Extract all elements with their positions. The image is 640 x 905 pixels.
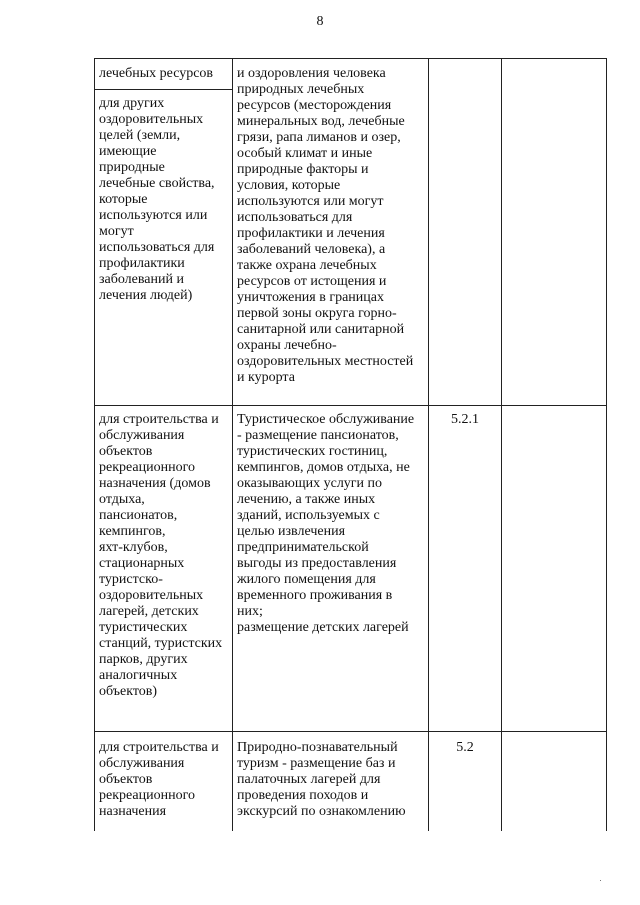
table-rule-col3 — [501, 58, 502, 831]
row2-code: 5.2.1 — [451, 412, 479, 427]
row3-code: 5.2 — [456, 740, 474, 755]
scan-speck — [600, 880, 601, 881]
row1-description: и оздоровления человека природных лечебных ресурсов (месторождения минеральных вод, лечебные грязи, рапа лиманов и озер, особый климат и иные природные факторы и условия, которые используются или могут использоваться для профилактики и лечения заболеваний человека), а также охрана лечебных ресурсов от истощения и уничтожения в границах первой зоны округа горно- санитарной или санитарной охраны лечебно- оздоровительных местностей и курорта — [237, 66, 414, 385]
table-rule-row2-bottom — [94, 731, 606, 732]
table-rule-left — [94, 58, 95, 831]
row1-land-use-label: лечебных ресурсов — [99, 66, 214, 81]
table-rule-right — [606, 58, 607, 831]
row3-description: Природно-познавательный туризм - размещение баз и палаточных лагерей для проведения походов и экскурсий по ознакомлению — [237, 740, 406, 819]
table-rule-row1-bottom — [94, 405, 606, 406]
row1-land-use-detail: для других оздоровительных целей (земли, имеющие природные лечебные свойства, которые используются или могут использоваться для профилактики заболеваний и лечения людей) — [99, 96, 215, 303]
row2-description: Туристическое обслуживание - размещение пансионатов, туристических гостиниц, кемпингов, домов отдыха, не оказывающих услуги по лечению, а также иных зданий, используемых с целью извлечения предпринимательской выгоды из предоставления жилого помещения для временного проживания в них; размещение детских лагерей — [237, 412, 415, 635]
row3-land-use: для строительства и обслуживания объектов рекреационного назначения — [99, 740, 219, 819]
page-number: 8 — [316, 14, 324, 29]
table-rule-col1 — [232, 58, 233, 831]
table-rule-inner — [94, 89, 232, 90]
table-rule-col2 — [428, 58, 429, 831]
table-rule-top — [94, 58, 606, 59]
row2-land-use: для строительства и обслуживания объектов рекреационного назначения (домов отдыха, пансионатов, кемпингов, яхт-клубов, стационарных туристско- оздоровительных лагерей, детских туристических станций, туристских парков, других аналогичных объектов) — [99, 412, 223, 699]
